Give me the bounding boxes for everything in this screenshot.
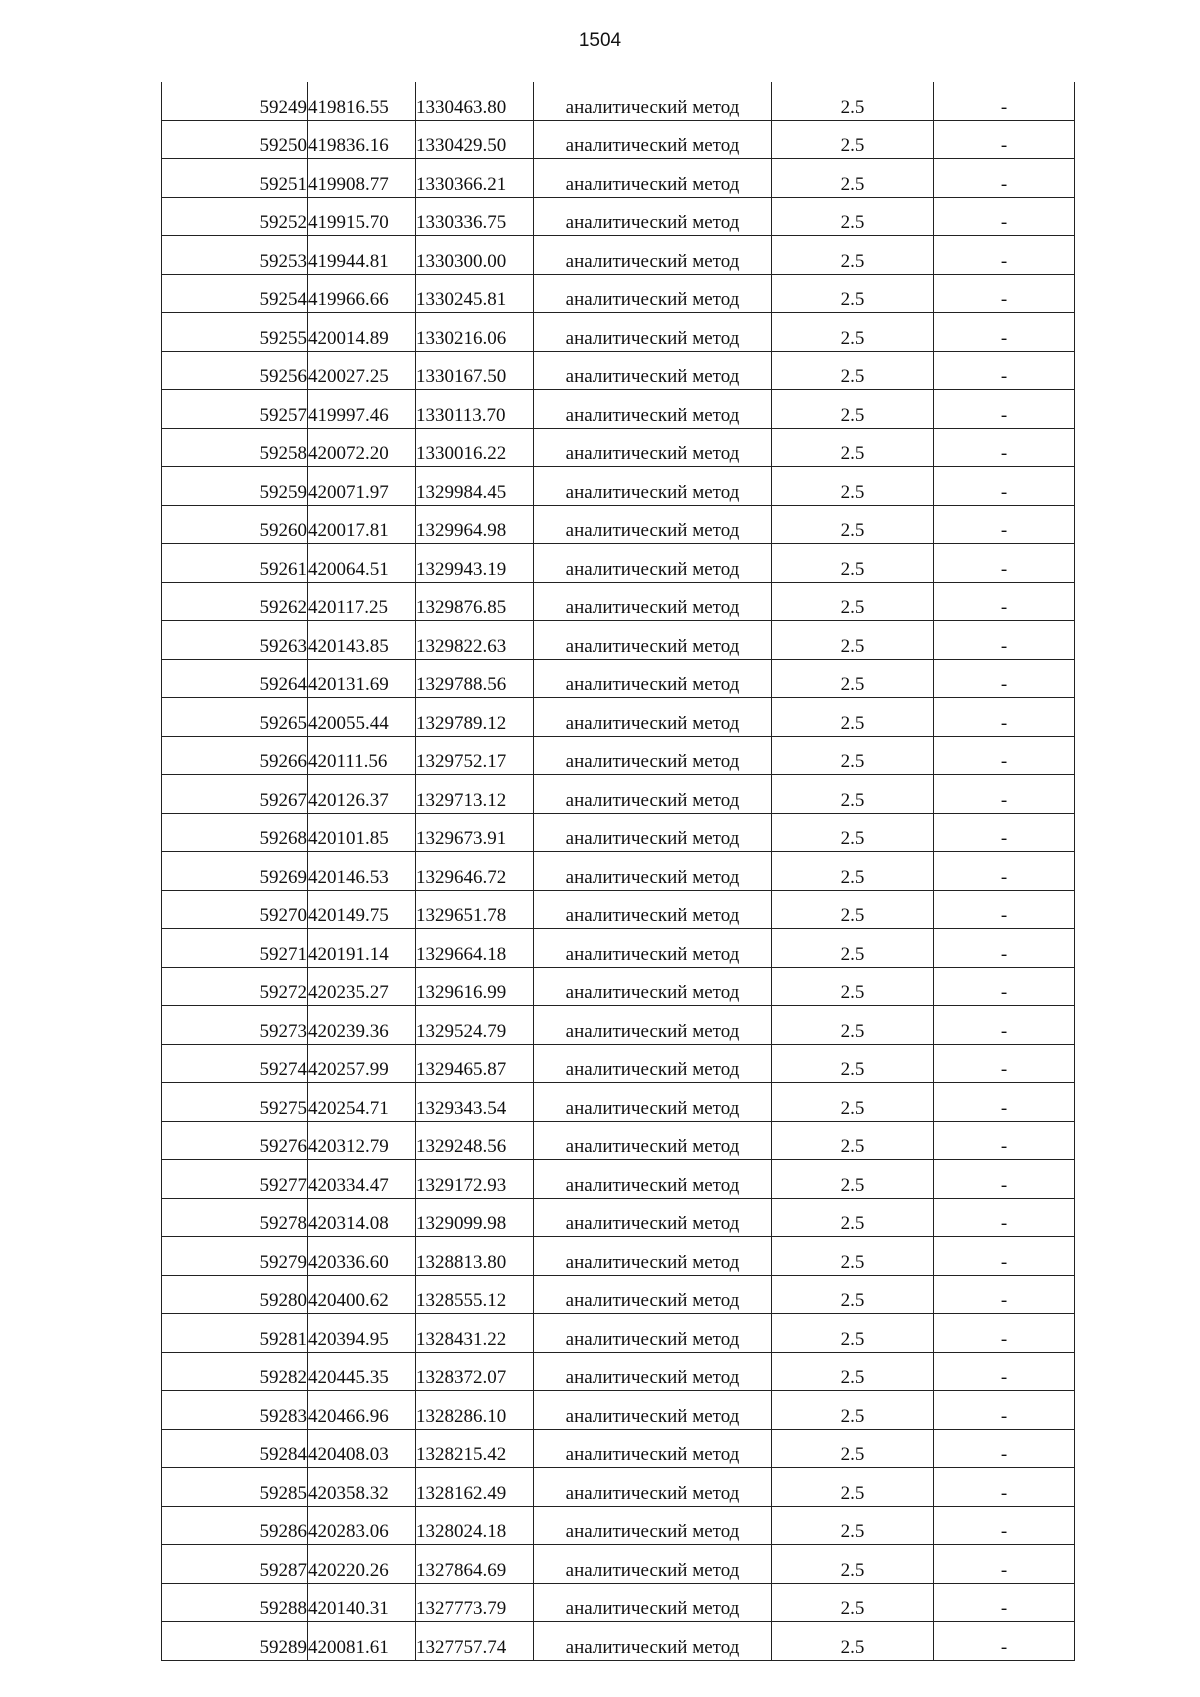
method-cell: аналитический метод <box>534 428 772 467</box>
point-number-cell: 59269 <box>162 852 308 891</box>
point-number-cell: 59278 <box>162 1198 308 1237</box>
y-coordinate-cell: 1328431.22 <box>416 1314 534 1353</box>
y-coordinate-cell: 1329943.19 <box>416 544 534 583</box>
method-cell: аналитический метод <box>534 1198 772 1237</box>
table-row <box>162 1121 1075 1160</box>
point-number-cell: 59272 <box>162 967 308 1006</box>
point-number-cell: 59252 <box>162 197 308 236</box>
y-coordinate-cell: 1329752.17 <box>416 736 534 775</box>
accuracy-cell: 2.5 <box>772 82 934 120</box>
x-coordinate-cell: 420140.31 <box>308 1583 416 1622</box>
method-cell: аналитический метод <box>534 1044 772 1083</box>
accuracy-cell: 2.5 <box>772 1429 934 1468</box>
note-cell: - <box>934 544 1075 583</box>
x-coordinate-cell: 419966.66 <box>308 274 416 313</box>
method-cell: аналитический метод <box>534 1429 772 1468</box>
accuracy-cell: 2.5 <box>772 1545 934 1584</box>
point-number-cell: 59260 <box>162 505 308 544</box>
accuracy-cell: 2.5 <box>772 1237 934 1276</box>
table-row <box>162 582 1075 621</box>
accuracy-cell: 2.5 <box>772 621 934 660</box>
note-cell: - <box>934 467 1075 506</box>
method-cell: аналитический метод <box>534 159 772 198</box>
y-coordinate-cell: 1330245.81 <box>416 274 534 313</box>
table-row <box>162 1468 1075 1507</box>
accuracy-cell: 2.5 <box>772 1506 934 1545</box>
y-coordinate-cell: 1328286.10 <box>416 1391 534 1430</box>
y-coordinate-cell: 1329524.79 <box>416 1006 534 1045</box>
x-coordinate-cell: 420143.85 <box>308 621 416 660</box>
point-number-cell: 59267 <box>162 775 308 814</box>
note-cell: - <box>934 659 1075 698</box>
x-coordinate-cell: 420072.20 <box>308 428 416 467</box>
x-coordinate-cell: 419997.46 <box>308 390 416 429</box>
x-coordinate-cell: 420408.03 <box>308 1429 416 1468</box>
y-coordinate-cell: 1329673.91 <box>416 813 534 852</box>
method-cell: аналитический метод <box>534 351 772 390</box>
accuracy-cell: 2.5 <box>772 1583 934 1622</box>
x-coordinate-cell: 420149.75 <box>308 890 416 929</box>
point-number-cell: 59261 <box>162 544 308 583</box>
y-coordinate-cell: 1330216.06 <box>416 313 534 352</box>
accuracy-cell: 2.5 <box>772 197 934 236</box>
y-coordinate-cell: 1328162.49 <box>416 1468 534 1507</box>
table-row <box>162 82 1075 120</box>
x-coordinate-cell: 420235.27 <box>308 967 416 1006</box>
y-coordinate-cell: 1329789.12 <box>416 698 534 737</box>
y-coordinate-cell: 1329646.72 <box>416 852 534 891</box>
y-coordinate-cell: 1329984.45 <box>416 467 534 506</box>
point-number-cell: 59257 <box>162 390 308 429</box>
accuracy-cell: 2.5 <box>772 1468 934 1507</box>
accuracy-cell: 2.5 <box>772 159 934 198</box>
note-cell: - <box>934 929 1075 968</box>
method-cell: аналитический метод <box>534 1391 772 1430</box>
x-coordinate-cell: 420191.14 <box>308 929 416 968</box>
x-coordinate-cell: 419915.70 <box>308 197 416 236</box>
accuracy-cell: 2.5 <box>772 1275 934 1314</box>
y-coordinate-cell: 1329713.12 <box>416 775 534 814</box>
method-cell: аналитический метод <box>534 120 772 159</box>
y-coordinate-cell: 1328215.42 <box>416 1429 534 1468</box>
y-coordinate-cell: 1328024.18 <box>416 1506 534 1545</box>
point-number-cell: 59285 <box>162 1468 308 1507</box>
accuracy-cell: 2.5 <box>772 967 934 1006</box>
accuracy-cell: 2.5 <box>772 120 934 159</box>
table-row <box>162 698 1075 737</box>
table-row <box>162 1083 1075 1122</box>
point-number-cell: 59266 <box>162 736 308 775</box>
note-cell: - <box>934 274 1075 313</box>
method-cell: аналитический метод <box>534 1237 772 1276</box>
note-cell: - <box>934 1314 1075 1353</box>
table-row <box>162 1622 1075 1661</box>
note-cell: - <box>934 1622 1075 1661</box>
table-row <box>162 313 1075 352</box>
x-coordinate-cell: 420283.06 <box>308 1506 416 1545</box>
x-coordinate-cell: 420014.89 <box>308 313 416 352</box>
note-cell: - <box>934 1391 1075 1430</box>
table-row <box>162 659 1075 698</box>
x-coordinate-cell: 420336.60 <box>308 1237 416 1276</box>
x-coordinate-cell: 419816.55 <box>308 82 416 120</box>
accuracy-cell: 2.5 <box>772 1044 934 1083</box>
table-row <box>162 929 1075 968</box>
method-cell: аналитический метод <box>534 236 772 275</box>
x-coordinate-cell: 420111.56 <box>308 736 416 775</box>
method-cell: аналитический метод <box>534 1506 772 1545</box>
accuracy-cell: 2.5 <box>772 351 934 390</box>
method-cell: аналитический метод <box>534 813 772 852</box>
method-cell: аналитический метод <box>534 621 772 660</box>
method-cell: аналитический метод <box>534 390 772 429</box>
table-row <box>162 1314 1075 1353</box>
point-number-cell: 59256 <box>162 351 308 390</box>
x-coordinate-cell: 420064.51 <box>308 544 416 583</box>
note-cell: - <box>934 1429 1075 1468</box>
method-cell: аналитический метод <box>534 313 772 352</box>
note-cell: - <box>934 621 1075 660</box>
accuracy-cell: 2.5 <box>772 236 934 275</box>
accuracy-cell: 2.5 <box>772 582 934 621</box>
table-row <box>162 1275 1075 1314</box>
point-number-cell: 59250 <box>162 120 308 159</box>
point-number-cell: 59262 <box>162 582 308 621</box>
method-cell: аналитический метод <box>534 582 772 621</box>
point-number-cell: 59280 <box>162 1275 308 1314</box>
table-row <box>162 967 1075 1006</box>
accuracy-cell: 2.5 <box>772 1622 934 1661</box>
table-row <box>162 852 1075 891</box>
table-row <box>162 1583 1075 1622</box>
y-coordinate-cell: 1327773.79 <box>416 1583 534 1622</box>
method-cell: аналитический метод <box>534 698 772 737</box>
accuracy-cell: 2.5 <box>772 1121 934 1160</box>
accuracy-cell: 2.5 <box>772 775 934 814</box>
point-number-cell: 59264 <box>162 659 308 698</box>
table-row <box>162 197 1075 236</box>
accuracy-cell: 2.5 <box>772 467 934 506</box>
x-coordinate-cell: 420257.99 <box>308 1044 416 1083</box>
x-coordinate-cell: 420254.71 <box>308 1083 416 1122</box>
x-coordinate-cell: 420394.95 <box>308 1314 416 1353</box>
point-number-cell: 59263 <box>162 621 308 660</box>
note-cell: - <box>934 505 1075 544</box>
y-coordinate-cell: 1330429.50 <box>416 120 534 159</box>
point-number-cell: 59282 <box>162 1352 308 1391</box>
y-coordinate-cell: 1329664.18 <box>416 929 534 968</box>
note-cell: - <box>934 236 1075 275</box>
table-row <box>162 120 1075 159</box>
method-cell: аналитический метод <box>534 1314 772 1353</box>
table-row <box>162 1044 1075 1083</box>
method-cell: аналитический метод <box>534 852 772 891</box>
table-row <box>162 1006 1075 1045</box>
point-number-cell: 59288 <box>162 1583 308 1622</box>
note-cell: - <box>934 159 1075 198</box>
table-row <box>162 736 1075 775</box>
point-number-cell: 59276 <box>162 1121 308 1160</box>
x-coordinate-cell: 420239.36 <box>308 1006 416 1045</box>
table-row <box>162 621 1075 660</box>
note-cell: - <box>934 1275 1075 1314</box>
table-row <box>162 1391 1075 1430</box>
point-number-cell: 59284 <box>162 1429 308 1468</box>
method-cell: аналитический метод <box>534 274 772 313</box>
note-cell: - <box>934 1352 1075 1391</box>
method-cell: аналитический метод <box>534 967 772 1006</box>
point-number-cell: 59255 <box>162 313 308 352</box>
y-coordinate-cell: 1328555.12 <box>416 1275 534 1314</box>
note-cell: - <box>934 197 1075 236</box>
accuracy-cell: 2.5 <box>772 428 934 467</box>
note-cell: - <box>934 1583 1075 1622</box>
method-cell: аналитический метод <box>534 1468 772 1507</box>
y-coordinate-cell: 1330336.75 <box>416 197 534 236</box>
x-coordinate-cell: 420358.32 <box>308 1468 416 1507</box>
y-coordinate-cell: 1329099.98 <box>416 1198 534 1237</box>
table-row <box>162 236 1075 275</box>
point-number-cell: 59259 <box>162 467 308 506</box>
method-cell: аналитический метод <box>534 1583 772 1622</box>
method-cell: аналитический метод <box>534 1352 772 1391</box>
note-cell: - <box>934 390 1075 429</box>
y-coordinate-cell: 1329822.63 <box>416 621 534 660</box>
y-coordinate-cell: 1330300.00 <box>416 236 534 275</box>
point-number-cell: 59254 <box>162 274 308 313</box>
x-coordinate-cell: 419908.77 <box>308 159 416 198</box>
y-coordinate-cell: 1328372.07 <box>416 1352 534 1391</box>
coordinates-table <box>161 82 1075 1661</box>
method-cell: аналитический метод <box>534 1006 772 1045</box>
table-row <box>162 428 1075 467</box>
table-row <box>162 1237 1075 1276</box>
table-row <box>162 544 1075 583</box>
table-row <box>162 390 1075 429</box>
table-row <box>162 1160 1075 1199</box>
method-cell: аналитический метод <box>534 1121 772 1160</box>
note-cell: - <box>934 351 1075 390</box>
point-number-cell: 59283 <box>162 1391 308 1430</box>
note-cell: - <box>934 813 1075 852</box>
x-coordinate-cell: 419836.16 <box>308 120 416 159</box>
accuracy-cell: 2.5 <box>772 736 934 775</box>
accuracy-cell: 2.5 <box>772 929 934 968</box>
y-coordinate-cell: 1330113.70 <box>416 390 534 429</box>
note-cell: - <box>934 736 1075 775</box>
table-row <box>162 1352 1075 1391</box>
point-number-cell: 59279 <box>162 1237 308 1276</box>
y-coordinate-cell: 1329172.93 <box>416 1160 534 1199</box>
point-number-cell: 59273 <box>162 1006 308 1045</box>
x-coordinate-cell: 420334.47 <box>308 1160 416 1199</box>
x-coordinate-cell: 420017.81 <box>308 505 416 544</box>
table-row <box>162 775 1075 814</box>
y-coordinate-cell: 1329876.85 <box>416 582 534 621</box>
x-coordinate-cell: 420131.69 <box>308 659 416 698</box>
point-number-cell: 59268 <box>162 813 308 852</box>
table-row <box>162 274 1075 313</box>
method-cell: аналитический метод <box>534 775 772 814</box>
x-coordinate-cell: 419944.81 <box>308 236 416 275</box>
method-cell: аналитический метод <box>534 1275 772 1314</box>
y-coordinate-cell: 1329248.56 <box>416 1121 534 1160</box>
method-cell: аналитический метод <box>534 82 772 120</box>
x-coordinate-cell: 420220.26 <box>308 1545 416 1584</box>
accuracy-cell: 2.5 <box>772 1198 934 1237</box>
x-coordinate-cell: 420081.61 <box>308 1622 416 1661</box>
note-cell: - <box>934 775 1075 814</box>
point-number-cell: 59258 <box>162 428 308 467</box>
y-coordinate-cell: 1329616.99 <box>416 967 534 1006</box>
point-number-cell: 59274 <box>162 1044 308 1083</box>
point-number-cell: 59277 <box>162 1160 308 1199</box>
accuracy-cell: 2.5 <box>772 1006 934 1045</box>
x-coordinate-cell: 420146.53 <box>308 852 416 891</box>
point-number-cell: 59287 <box>162 1545 308 1584</box>
note-cell: - <box>934 1545 1075 1584</box>
y-coordinate-cell: 1327757.74 <box>416 1622 534 1661</box>
x-coordinate-cell: 420027.25 <box>308 351 416 390</box>
table-row <box>162 1506 1075 1545</box>
accuracy-cell: 2.5 <box>772 1314 934 1353</box>
y-coordinate-cell: 1329465.87 <box>416 1044 534 1083</box>
y-coordinate-cell: 1330167.50 <box>416 351 534 390</box>
table-row <box>162 505 1075 544</box>
method-cell: аналитический метод <box>534 1545 772 1584</box>
table-row <box>162 467 1075 506</box>
table-row <box>162 159 1075 198</box>
method-cell: аналитический метод <box>534 929 772 968</box>
x-coordinate-cell: 420314.08 <box>308 1198 416 1237</box>
note-cell: - <box>934 1121 1075 1160</box>
point-number-cell: 59265 <box>162 698 308 737</box>
accuracy-cell: 2.5 <box>772 274 934 313</box>
accuracy-cell: 2.5 <box>772 659 934 698</box>
accuracy-cell: 2.5 <box>772 505 934 544</box>
note-cell: - <box>934 698 1075 737</box>
point-number-cell: 59270 <box>162 890 308 929</box>
note-cell: - <box>934 1468 1075 1507</box>
accuracy-cell: 2.5 <box>772 813 934 852</box>
method-cell: аналитический метод <box>534 1160 772 1199</box>
x-coordinate-cell: 420071.97 <box>308 467 416 506</box>
point-number-cell: 59271 <box>162 929 308 968</box>
table-row <box>162 351 1075 390</box>
y-coordinate-cell: 1329651.78 <box>416 890 534 929</box>
table-row <box>162 890 1075 929</box>
accuracy-cell: 2.5 <box>772 852 934 891</box>
y-coordinate-cell: 1330463.80 <box>416 82 534 120</box>
x-coordinate-cell: 420055.44 <box>308 698 416 737</box>
y-coordinate-cell: 1329343.54 <box>416 1083 534 1122</box>
table-row <box>162 1545 1075 1584</box>
method-cell: аналитический метод <box>534 736 772 775</box>
note-cell: - <box>934 82 1075 120</box>
note-cell: - <box>934 1198 1075 1237</box>
table-row <box>162 1429 1075 1468</box>
point-number-cell: 59249 <box>162 82 308 120</box>
note-cell: - <box>934 967 1075 1006</box>
accuracy-cell: 2.5 <box>772 890 934 929</box>
note-cell: - <box>934 582 1075 621</box>
point-number-cell: 59281 <box>162 1314 308 1353</box>
note-cell: - <box>934 1083 1075 1122</box>
y-coordinate-cell: 1330016.22 <box>416 428 534 467</box>
accuracy-cell: 2.5 <box>772 1352 934 1391</box>
method-cell: аналитический метод <box>534 467 772 506</box>
method-cell: аналитический метод <box>534 1622 772 1661</box>
note-cell: - <box>934 1237 1075 1276</box>
y-coordinate-cell: 1328813.80 <box>416 1237 534 1276</box>
y-coordinate-cell: 1329788.56 <box>416 659 534 698</box>
point-number-cell: 59289 <box>162 1622 308 1661</box>
note-cell: - <box>934 1006 1075 1045</box>
x-coordinate-cell: 420445.35 <box>308 1352 416 1391</box>
note-cell: - <box>934 1506 1075 1545</box>
accuracy-cell: 2.5 <box>772 1391 934 1430</box>
accuracy-cell: 2.5 <box>772 313 934 352</box>
x-coordinate-cell: 420126.37 <box>308 775 416 814</box>
method-cell: аналитический метод <box>534 1083 772 1122</box>
accuracy-cell: 2.5 <box>772 544 934 583</box>
method-cell: аналитический метод <box>534 197 772 236</box>
method-cell: аналитический метод <box>534 890 772 929</box>
point-number-cell: 59275 <box>162 1083 308 1122</box>
note-cell: - <box>934 428 1075 467</box>
note-cell: - <box>934 890 1075 929</box>
table-body <box>162 82 1075 1660</box>
x-coordinate-cell: 420117.25 <box>308 582 416 621</box>
x-coordinate-cell: 420400.62 <box>308 1275 416 1314</box>
point-number-cell: 59286 <box>162 1506 308 1545</box>
y-coordinate-cell: 1330366.21 <box>416 159 534 198</box>
note-cell: - <box>934 120 1075 159</box>
x-coordinate-cell: 420466.96 <box>308 1391 416 1430</box>
point-number-cell: 59253 <box>162 236 308 275</box>
page-number: 1504 <box>578 30 622 51</box>
accuracy-cell: 2.5 <box>772 1160 934 1199</box>
point-number-cell: 59251 <box>162 159 308 198</box>
table-row <box>162 1198 1075 1237</box>
x-coordinate-cell: 420101.85 <box>308 813 416 852</box>
method-cell: аналитический метод <box>534 544 772 583</box>
accuracy-cell: 2.5 <box>772 390 934 429</box>
note-cell: - <box>934 852 1075 891</box>
accuracy-cell: 2.5 <box>772 1083 934 1122</box>
table-row <box>162 813 1075 852</box>
y-coordinate-cell: 1329964.98 <box>416 505 534 544</box>
method-cell: аналитический метод <box>534 659 772 698</box>
x-coordinate-cell: 420312.79 <box>308 1121 416 1160</box>
method-cell: аналитический метод <box>534 505 772 544</box>
note-cell: - <box>934 1160 1075 1199</box>
accuracy-cell: 2.5 <box>772 698 934 737</box>
note-cell: - <box>934 313 1075 352</box>
note-cell: - <box>934 1044 1075 1083</box>
y-coordinate-cell: 1327864.69 <box>416 1545 534 1584</box>
